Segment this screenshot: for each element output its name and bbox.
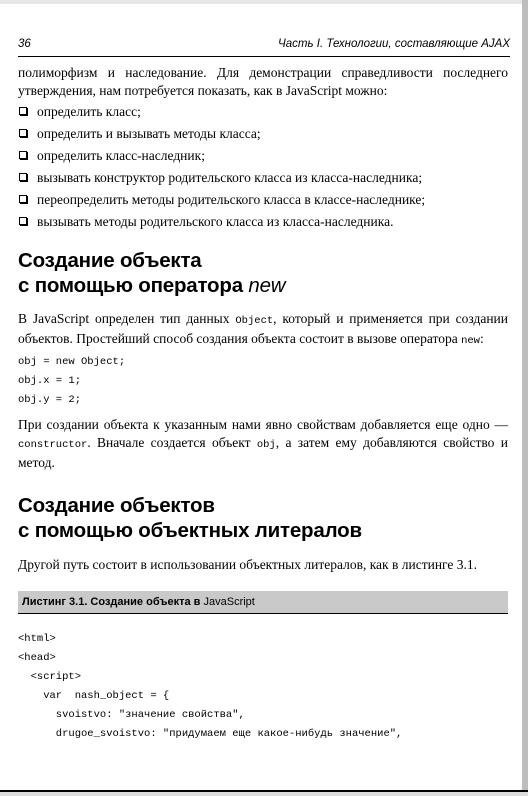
code-line: drugoe_svoistvo: "придумаем еще какое-нибудь значение",: [18, 728, 403, 740]
list-item: [18, 125, 508, 143]
heading-line: Создание объектов: [18, 494, 215, 517]
inline-code: obj: [256, 439, 276, 451]
list-item: [18, 213, 508, 231]
heading-line: с помощью оператора: [18, 274, 243, 297]
code-line: var nash_object = {: [18, 690, 170, 702]
code-line: <script>: [18, 671, 82, 683]
heading-line: с помощью объектных литералов: [18, 519, 362, 542]
inline-code: new: [461, 335, 480, 347]
list-item-text: определить и вызывать методы класса;: [37, 126, 261, 141]
code-line: obj = new Object;: [18, 356, 126, 368]
text-run: , который и применяется при создании объектов. Простейший способ создания объекта состоит в вызове оператора: [18, 311, 508, 346]
page-frame-top: [0, 0, 528, 4]
inline-code: constructor: [18, 439, 88, 451]
checkbox-bullet-icon: [19, 195, 27, 203]
listing-caption: [18, 591, 508, 614]
section1-paragraph: [18, 310, 508, 350]
list-item: [18, 169, 508, 187]
running-title: Часть I. Технологии, составляющие AJAX: [278, 38, 510, 50]
page-frame-right: [522, 0, 528, 796]
list-item-text: вызывать конструктор родительского класса из класса-наследника;: [37, 170, 423, 185]
section-heading-object-literals: [18, 493, 508, 543]
listing-title: Листинг 3.1. Создание объекта в: [22, 596, 201, 608]
list-item: [18, 147, 508, 165]
heading-keyword: new: [248, 274, 286, 297]
checkbox-bullet-icon: [19, 217, 27, 225]
page-number: 36: [18, 38, 31, 50]
list-item: [18, 103, 508, 121]
page-frame-bottom: [0, 790, 528, 796]
code-line: <head>: [18, 652, 56, 664]
code-line: obj.x = 1;: [18, 375, 82, 387]
checkbox-bullet-icon: [19, 129, 27, 137]
list-item-text: определить класс-наследник;: [37, 148, 205, 163]
list-item-text: вызывать методы родительского класса из класса-наследника.: [37, 214, 394, 229]
code-line: svoistvo: "значение свойства",: [18, 709, 245, 721]
checkbox-bullet-icon: [19, 151, 27, 159]
list-item-text: определить класс;: [37, 104, 141, 119]
text-run: При создании объекта к указанным нами явно свойствам добавляется еще одно —: [18, 417, 508, 432]
code-line: obj.y = 2;: [18, 394, 82, 406]
text-run: В JavaScript определен тип данных: [18, 311, 236, 326]
section2-paragraph: Другой путь состоит в использовании объектных литералов, как в листинге 3.1.: [18, 557, 478, 572]
listing-code: [18, 630, 508, 744]
inline-code: Object: [235, 315, 274, 327]
running-header: [18, 36, 510, 57]
code-line: <html>: [18, 633, 56, 645]
listing-title-lang: JavaScript: [203, 596, 255, 608]
section-heading-new-operator: [18, 248, 508, 298]
checkbox-bullet-icon: [19, 107, 27, 115]
text-run: . Вначале создается объект: [87, 435, 257, 450]
page-content: [18, 64, 508, 744]
text-run: , а затем ему добавляются свойство и метод.: [18, 435, 508, 470]
intro-paragraph: полиморфизм и наследование. Для демонстрации справедливости последнего утверждения, нам потребуется показать, как в JavaScript можно:: [18, 65, 508, 98]
text-run: :: [479, 331, 484, 346]
checkbox-bullet-icon: [19, 173, 27, 181]
bullet-list: [18, 103, 508, 231]
list-item-text: переопределить методы родительского класса в классе-наследнике;: [37, 192, 426, 207]
list-item: [18, 191, 508, 209]
code-block: [18, 353, 508, 410]
heading-line: Создание объекта: [18, 249, 202, 272]
section1-paragraph-2: [18, 416, 508, 472]
